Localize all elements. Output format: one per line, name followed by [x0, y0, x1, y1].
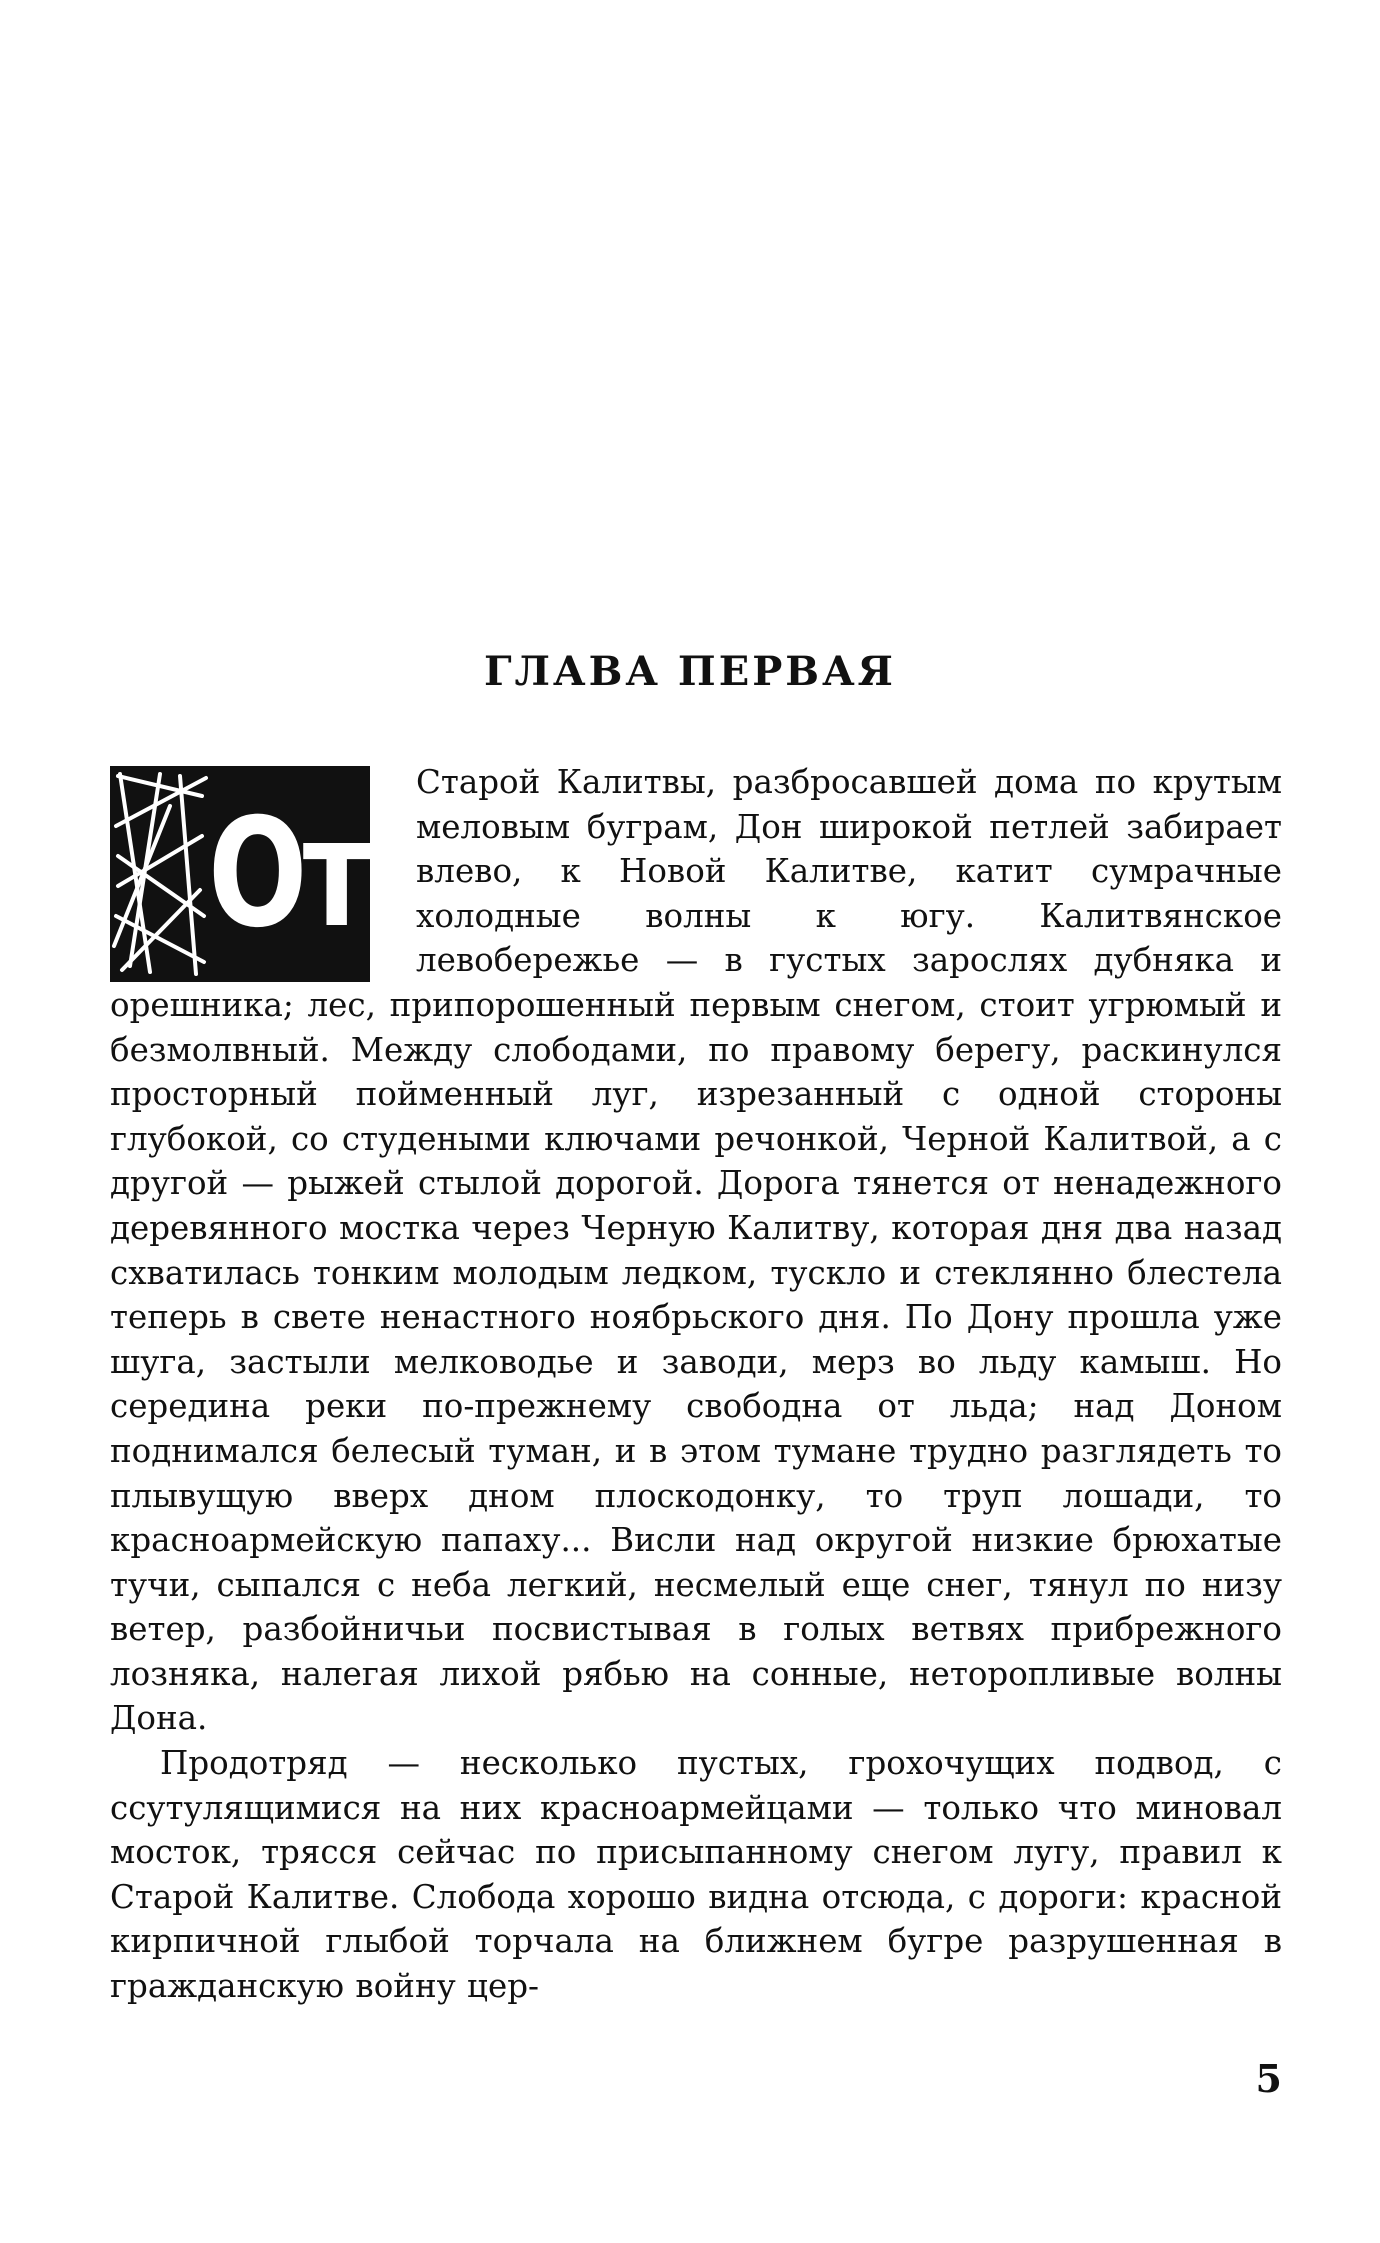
chapter-title: ГЛАВА ПЕРВАЯ	[484, 648, 896, 695]
page-number: 5	[1255, 2056, 1282, 2101]
paragraph-2: Продотряд — несколько пустых, грохочущих подвод, с ссутулящимися на них красноармейцами — только что миновал мосток, трясся сейчас по присыпанному снегом лугу, правил к Старой Калитве. Слобода хорошо видна отсюда, с дороги: красной кирпичной глыбой торчала на ближнем бугре разрушенная в гражданскую войну цер-	[110, 1744, 1282, 2006]
paragraph-1: Старой Калитвы, разбросавшей дома по крутым меловым буграм, Дон широкой петлей забирает влево, к Новой Калитве, катит сумрачные холодные волны к югу. Калитвянское левобережье — в густых зарослях дубняка и орешника; лес, припорошенный первым снегом, стоит угрюмый и безмолвный. Между слободами, по правому берегу, раскинулся просторный пойменный луг, изрезанный с одной стороны глубокой, со студеными ключами речонкой, Черной Калитвой, а с другой — рыжей стылой дорогой. Дорога тянется от ненадежного деревянного мостка через Черную Калитву, которая дня два назад схватилась тонким молодым ледком, тускло и стеклянно блестела теперь в свете ненастного ноябрьского дня. По Дону прошла уже шуга, застыли мелководье и заводи, мерз во льду камыш. Но середина реки по-прежнему свободна от льда; над Доном поднимался белесый туман, и в этом тумане трудно разглядеть то плывущую вверх дном плоскодонку, то труп лошади, то красноармейскую папаху... Висли над округой низкие брюхатые тучи, сыпался с неба легкий, несмелый еще снег, тянул по низу ветер, разбойничьи посвистывая в голых ветвях прибрежного лозняка, налегая лихой рябью на сонные, неторопливые волны Дона.	[110, 763, 1282, 1738]
chapter-text	[110, 760, 1282, 2009]
drop-cap	[110, 766, 370, 982]
drop-cap-letters: От	[208, 787, 366, 961]
